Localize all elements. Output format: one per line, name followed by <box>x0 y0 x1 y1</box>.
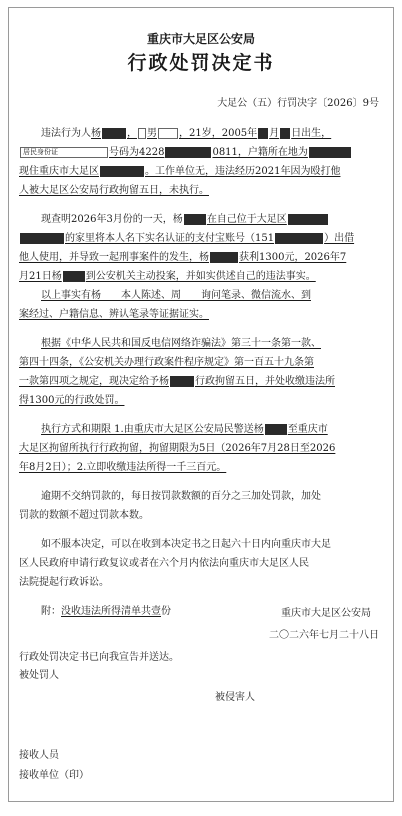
facts-line-4: 月21日杨 到公安机关主动投案，并如实供述自己的违法事实。 <box>19 271 316 282</box>
appeal-line-2: 区人民政府申请行政复议或者在六个月内依法向重庆市大足区人民 <box>19 558 309 569</box>
appeal-line-1: 如不服本决定，可以在收到本决定书之日起六十日内向重庆市大足 <box>41 539 331 550</box>
decision-document <box>8 7 394 802</box>
redaction <box>63 271 85 282</box>
signing-authority: 重庆市大足区公安局 <box>281 608 371 619</box>
redaction <box>258 128 268 139</box>
appeal-line-3: 法院提起行政诉讼。 <box>19 577 109 588</box>
evidence-line-1: 以上事实有杨 本人陈述、周 询问笔录、微信流水、到 <box>41 290 311 301</box>
attachment-line: 附：没收违法所得清单共壹份 <box>41 606 171 617</box>
redaction <box>280 128 290 139</box>
facts-line-3: 他人使用，并导致一起刑事案件的发生，杨 获利1300元，2026年7 <box>19 252 347 263</box>
overdue-line-2: 罚款的数额不超过罚款本数。 <box>19 510 149 521</box>
basis-line-3: 一款第四项之规定，现决定给予杨 行政拘留五日，并处收缴违法所 <box>19 376 335 387</box>
violator-line-1: 违法行为人杨 ， 男 ，21岁，2005年 月 日出生， <box>41 128 332 139</box>
redaction <box>184 214 206 225</box>
issuing-authority: 重庆市大足区公安局 <box>146 32 255 46</box>
violator-line-3: 现住重庆市大足区 。工作单位无，违法经历2021年因为殴打他 <box>19 166 341 177</box>
redaction <box>100 166 144 177</box>
violator-line-4: 人被大足区公安局行政拘留五日，未执行。 <box>19 185 209 196</box>
redaction <box>288 214 328 225</box>
redaction <box>210 252 238 263</box>
basis-line-1: 根据《中华人民共和国反电信网络诈骗法》第三十一条第一款、 <box>41 338 321 349</box>
redaction <box>170 376 194 387</box>
victim-label: 被侵害人 <box>215 692 255 703</box>
redaction <box>165 147 211 158</box>
basis-line-2: 第四十四条，《公安机关办理行政案件程序规定》第一百五十九条第 <box>19 357 314 368</box>
facts-line-2: 的家里将本人名下实名认证的支付宝账号（151 ）出借 <box>19 229 383 248</box>
document-number: 大足公（五）行罚决字〔2026〕9号 <box>217 98 379 109</box>
execution-line-2: 大足区拘留所执行行政拘留，拘留期限为5日（2026年7月28日至2026 <box>19 443 336 454</box>
redaction <box>102 128 126 139</box>
receiver-unit-label: 接收单位（印） <box>19 770 89 781</box>
redaction <box>158 128 178 139</box>
redaction <box>138 128 146 139</box>
redaction <box>309 147 351 158</box>
execution-line-1: 执行方式和期限 1.由重庆市大足区公安局民警送杨 至重庆市 <box>41 424 328 435</box>
document-body <box>19 124 383 621</box>
id-type-box: 居民身份证 <box>20 147 108 158</box>
delivery-statement: 行政处罚决定书已向我宣告并送达。 <box>19 652 179 663</box>
overdue-line-1: 逾期不交纳罚款的，每日按罚款数额的百分之三加处罚款，加处 <box>41 491 321 502</box>
document-title: 行政处罚决定书 <box>127 52 275 74</box>
redaction <box>275 233 323 244</box>
basis-line-4: 得1300元的行政处罚。 <box>19 395 125 406</box>
redaction <box>20 233 64 244</box>
redaction <box>265 424 287 435</box>
signing-date: 二〇二六年七月二十八日 <box>269 630 379 641</box>
execution-line-3: 年8月2日）；2.立即收缴违法所得一千三百元。 <box>19 462 227 473</box>
punished-person-label: 被处罚人 <box>19 670 59 681</box>
evidence-line-2: 案经过、户籍信息、辨认笔录等证据证实。 <box>19 309 209 320</box>
facts-line-1: 现查明2026年3月份的一天，杨 在自己位于大足区 <box>19 210 383 229</box>
receiver-label: 接收人员 <box>19 750 59 761</box>
violator-line-2: 居民身份证 号码为4228 0811，户籍所在地为 <box>19 143 383 162</box>
